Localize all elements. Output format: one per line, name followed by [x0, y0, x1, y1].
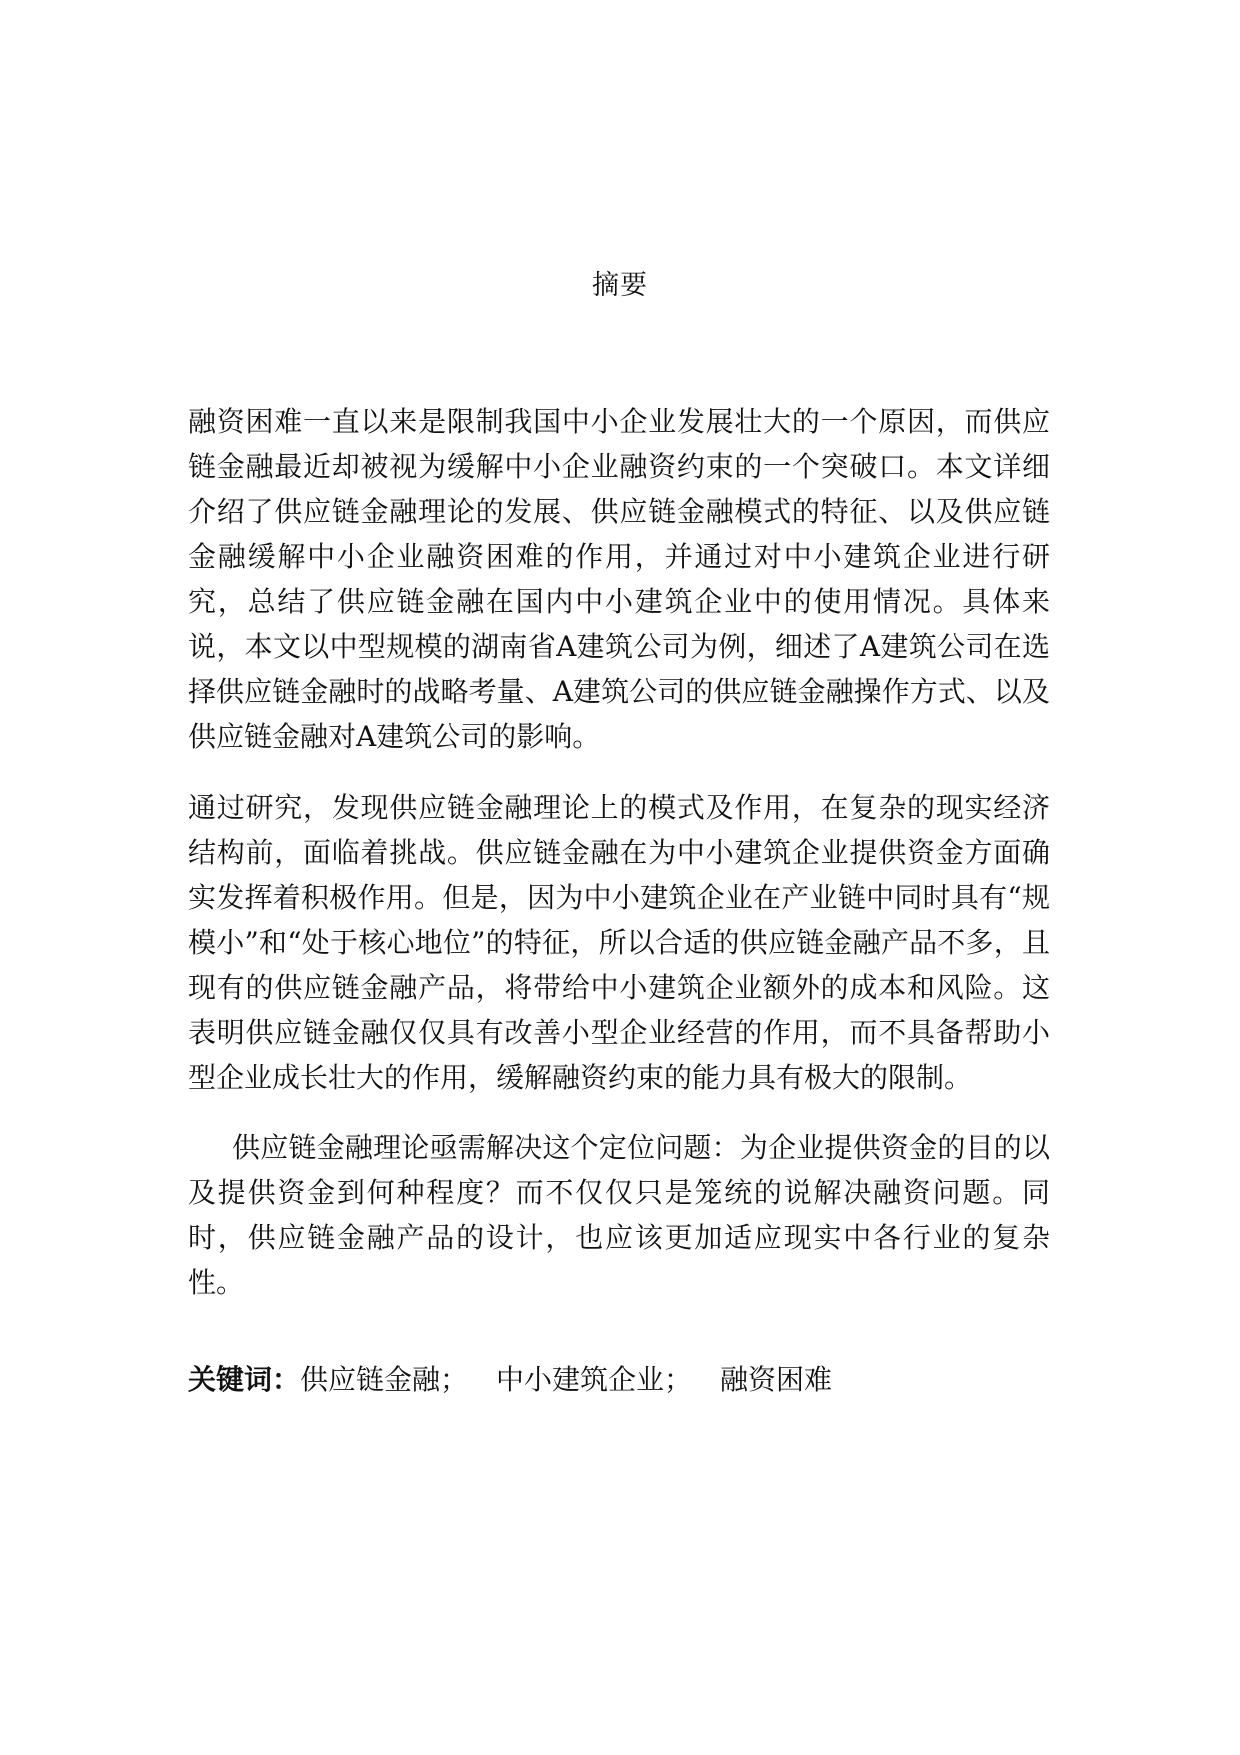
- abstract-title: 摘要: [592, 270, 648, 301]
- abstract-paragraph-2: 通过研究，发现供应链金融理论上的模式及作用，在复杂的现实经济结构前，面临着挑战。供应链金融在为中小建筑企业提供资金方面确实发挥着积极作用。但是，因为中小建筑企业在产业链中同时具有“规模小”和“处于核心地位”的特征，所以合适的供应链金融产品不多，且现有的供应链金融产品，将带给中小建筑企业额外的成本和风险。这表明供应链金融仅仅具有改善小型企业经营的作用，而不具备帮助小型企业成长壮大的作用，缓解融资约束的能力具有极大的限制。: [188, 791, 1050, 1094]
- keyword-item: 供应链金融；: [300, 1363, 469, 1396]
- abstract-paragraph-3: 供应链金融理论亟需解决这个定位问题：为企业提供资金的目的以及提供资金到何种程度？而不仅仅只是笼统的说解决融资问题。同时，供应链金融产品的设计，也应该更加适应现实中各行业的复杂性。: [188, 1131, 1050, 1299]
- keyword-item: 融资困难: [720, 1363, 833, 1396]
- keywords-line: [188, 1357, 1050, 1402]
- keywords-label: 关键词：: [188, 1363, 301, 1396]
- abstract-paragraph-1: 融资困难一直以来是限制我国中小企业发展壮大的一个原因，而供应链金融最近却被视为缓解中小企业融资约束的一个突破口。本文详细介绍了供应链金融理论的发展、供应链金融模式的特征、以及供应链金融缓解中小企业融资困难的作用，并通过对中小建筑企业进行研究，总结了供应链金融在国内中小建筑企业中的使用情况。具体来说，本文以中型规模的湖南省A建筑公司为例，细述了A建筑公司在选择供应链金融时的战略考量、A建筑公司的供应链金融操作方式、以及供应链金融对A建筑公司的影响。: [188, 405, 1050, 753]
- keyword-item: 中小建筑企业；: [496, 1363, 693, 1396]
